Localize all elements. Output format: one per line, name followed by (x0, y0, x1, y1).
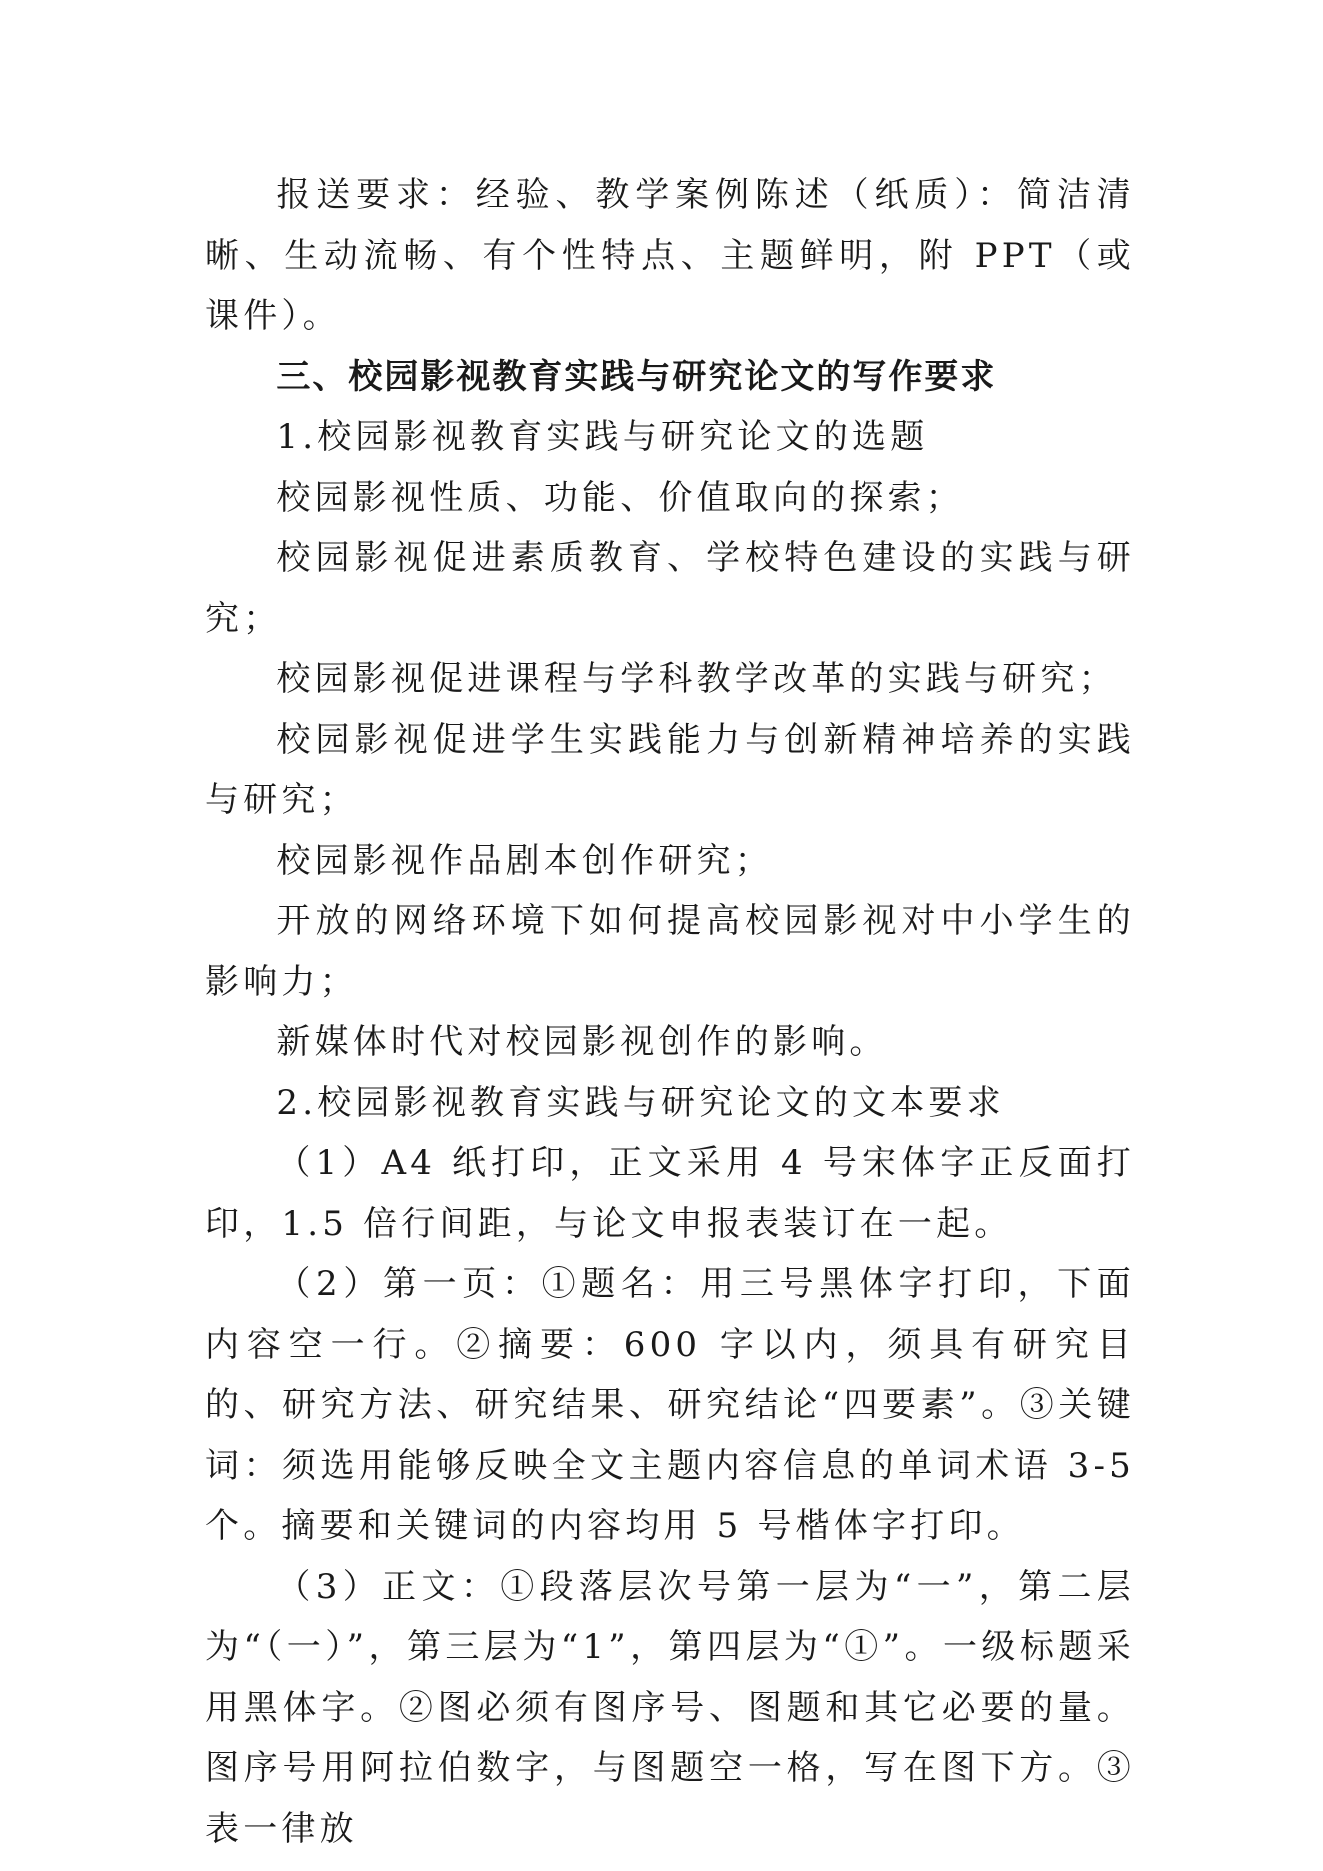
subsection-text-requirements: 2.校园影视教育实践与研究论文的文本要求 (276, 1082, 1005, 1123)
document-body (205, 165, 1135, 1859)
topic-item: 开放的网络环境下如何提高校园影视对中小学生的影响力； (205, 901, 1135, 1002)
paragraph-submission-requirements: 报送要求：经验、教学案例陈述（纸质）：简洁清晰、生动流畅、有个性特点、主题鲜明，附 PPT（或课件）。 (205, 175, 1135, 336)
topic-item: 校园影视作品剧本创作研究； (276, 840, 773, 881)
requirement-item-1: （1）A4 纸打印，正文采用 4 号宋体字正反面打印，1.5 倍行间距，与论文申报表装订在一起。 (205, 1143, 1135, 1244)
topic-item: 校园影视促进素质教育、学校特色建设的实践与研究； (205, 538, 1135, 639)
topic-item: 校园影视促进学生实践能力与创新精神培养的实践与研究； (205, 719, 1135, 820)
requirement-item-3: （3）正文：①段落层次号第一层为“一”，第二层为“（一）”，第三层为“1”，第四层为“①”。一级标题采用黑体字。②图必须有图序号、图题和其它必要的量。图序号用阿拉伯数字，与图题空一格，写在图下方。③表一律放 (205, 1566, 1135, 1849)
subsection-topic-selection: 1.校园影视教育实践与研究论文的选题 (276, 417, 929, 457)
topic-item: 校园影视性质、功能、价值取向的探索； (276, 477, 964, 518)
requirement-item-2: （2）第一页：①题名：用三号黑体字打印，下面内容空一行。②摘要：600 字以内，须具有研究目的、研究方法、研究结果、研究结论“四要素”。③关键词：须选用能够反映全文主题内容信息的单词术语 3-5 个。摘要和关键词的内容均用 5 号楷体字打印。 (205, 1264, 1135, 1546)
topic-item: 校园影视促进课程与学科教学改革的实践与研究； (276, 659, 1117, 699)
topic-item: 新媒体时代对校园影视创作的影响。 (276, 1022, 888, 1062)
section-heading-three: 三、校园影视教育实践与研究论文的写作要求 (276, 356, 997, 397)
